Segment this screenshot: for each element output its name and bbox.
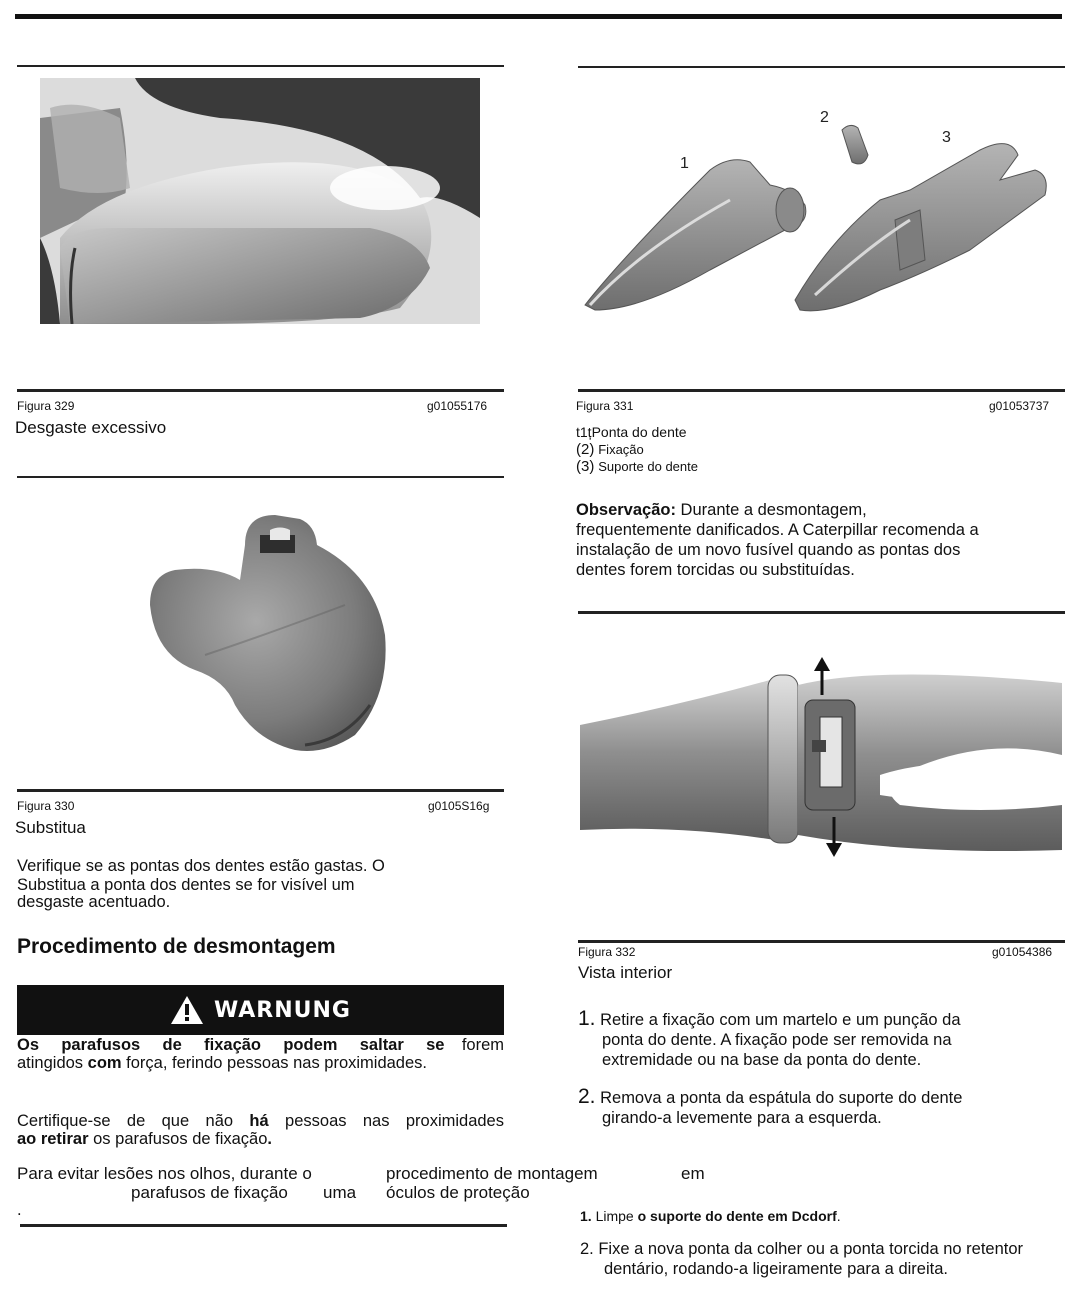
- fig331-bottom-rule: [578, 389, 1065, 392]
- note-line-2: frequentemente danificados. A Caterpillar recomenda a: [576, 521, 979, 539]
- warning-text-1b: forem: [444, 1036, 504, 1054]
- warning-text-1a: Os parafusos de fixação podem saltar se: [17, 1036, 445, 1054]
- assembly-step-1-c: .: [836, 1208, 841, 1224]
- warning-triangle-icon: [170, 995, 204, 1025]
- warning-text-2a: Certifique-se de que não: [17, 1112, 250, 1130]
- assembly-step-1-num: 1.: [580, 1208, 592, 1224]
- fig331-id: g01053737: [989, 399, 1050, 413]
- inspect-line-1: Verifique se as pontas dos dentes estão gastas. O: [17, 857, 385, 875]
- fig332-image: [580, 655, 1062, 860]
- fig331-callout-2: 2: [820, 109, 829, 126]
- fig331-legend-3: [576, 458, 698, 475]
- note-line-3: instalação de um novo fusível quando as pontas dos: [576, 541, 961, 559]
- fig331-top-rule: [578, 66, 1065, 68]
- step-1-line-1: Retire a fixação com um martelo e um punção da: [595, 1011, 961, 1029]
- assembly-step-2-line-1: 2. Fixe a nova ponta da colher ou a ponta torcida no retentor: [580, 1240, 1024, 1258]
- fig329-top-rule: [17, 65, 504, 67]
- warning-text-1e: força, ferindo pessoas nas proximidades.: [121, 1054, 427, 1072]
- legend-3-num: (3): [576, 458, 595, 475]
- legend-2-text: Fixação: [598, 442, 644, 457]
- note-label: Observação:: [576, 501, 676, 519]
- assembly-step-1-b: o suporte do dente em Dcdorf: [637, 1208, 837, 1224]
- warning-text-1d: com: [87, 1054, 122, 1072]
- fig329-label: Figura 329: [17, 399, 75, 413]
- fig330-bottom-rule: [17, 789, 504, 792]
- step-1-num: 1.: [578, 1007, 596, 1030]
- fig329-image: [40, 78, 480, 324]
- fig330-id: g0105S16g: [428, 799, 490, 813]
- assembly-step-2-line-2: dentário, rodando-a ligeiramente para a direita.: [604, 1260, 948, 1278]
- eye-text-d: parafusos de fixação: [131, 1183, 288, 1202]
- warning-text-2e: os parafusos de fixação: [88, 1130, 268, 1148]
- warning-text-1-line2: [17, 1053, 504, 1073]
- step-2-num: 2.: [578, 1085, 596, 1108]
- legend-1-num: t1ț: [576, 424, 592, 440]
- fig332-id: g01054386: [992, 945, 1053, 959]
- fig332-label: Figura 332: [578, 945, 636, 959]
- fig329-id: g01055176: [427, 399, 488, 413]
- fig331-image: [580, 100, 1055, 330]
- eye-text-a: Para evitar lesões nos olhos, durante o: [17, 1164, 312, 1183]
- fig331-legend-1: [576, 424, 687, 440]
- fig331-callout-3: 3: [942, 129, 951, 146]
- note-paragraph: [576, 500, 1056, 580]
- warning-text-1c: atingidos: [17, 1054, 88, 1072]
- fig331-callout-1: 1: [680, 155, 689, 172]
- step-1-line-2: ponta do dente. A fixação pode ser removida na: [602, 1031, 952, 1049]
- note-line-4: dentes forem torcidas ou substituídas.: [576, 561, 855, 579]
- fig330-image: [145, 505, 395, 755]
- legend-1-text: Ponta do dente: [591, 424, 687, 440]
- inspect-line-3: desgaste acentuado.: [17, 893, 171, 911]
- fig330-top-rule: [17, 476, 504, 478]
- warning-text-1: [17, 1035, 504, 1055]
- legend-3-text: Suporte do dente: [598, 459, 698, 474]
- warning-text-2f: .: [267, 1130, 272, 1148]
- warning-banner: [17, 985, 504, 1035]
- inspect-paragraph: [17, 856, 497, 912]
- eye-text-f: óculos de proteção: [386, 1183, 530, 1202]
- warning-text-2b: há: [249, 1112, 269, 1130]
- left-bottom-rule: [20, 1224, 507, 1227]
- disassembly-heading: Procedimento de desmontagem: [17, 935, 336, 958]
- fig331-legend-2: [576, 441, 644, 458]
- fig330-caption: Substitua: [15, 818, 86, 837]
- assembly-step-2: [580, 1239, 1060, 1279]
- warning-text-2: [17, 1111, 504, 1131]
- warning-text-2c: pessoas nas proximidades: [268, 1112, 504, 1130]
- eye-text-e: uma: [323, 1183, 357, 1202]
- fig329-caption: Desgaste excessivo: [15, 418, 167, 437]
- fig331-label: Figura 331: [576, 399, 634, 413]
- eye-text-b: procedimento de montagem: [386, 1164, 598, 1183]
- top-rule: [15, 14, 1062, 19]
- step-1-line-3: extremidade ou na base da ponta do dente.: [602, 1051, 922, 1069]
- assembly-step-1-a: Limpe: [591, 1208, 638, 1224]
- eye-text-c: em: [681, 1164, 705, 1183]
- assembly-step-1: [580, 1206, 841, 1226]
- fig332-caption: Vista interior: [578, 963, 673, 982]
- step-2: [578, 1087, 1058, 1128]
- inspect-line-2: Substitua a ponta dos dentes se for visível um: [17, 876, 355, 894]
- step-1: [578, 1009, 1058, 1070]
- step-2-line-2: girando-a levemente para a esquerda.: [602, 1109, 882, 1127]
- warning-text-2-line2: [17, 1129, 504, 1149]
- warning-word: WARNUNG: [214, 997, 351, 1023]
- note-line-1: Durante a desmontagem,: [675, 501, 867, 519]
- fig329-bottom-rule: [17, 389, 504, 392]
- fig332-top-rule: [578, 611, 1065, 614]
- fig332-bottom-rule: [578, 940, 1065, 943]
- warning-text-2d: ao retirar: [17, 1130, 89, 1148]
- step-2-line-1: Remova a ponta da espátula do suporte do dente: [595, 1089, 963, 1107]
- eye-text-dot: .: [17, 1201, 22, 1219]
- fig330-label: Figura 330: [17, 799, 75, 813]
- legend-2-num: (2): [576, 441, 595, 458]
